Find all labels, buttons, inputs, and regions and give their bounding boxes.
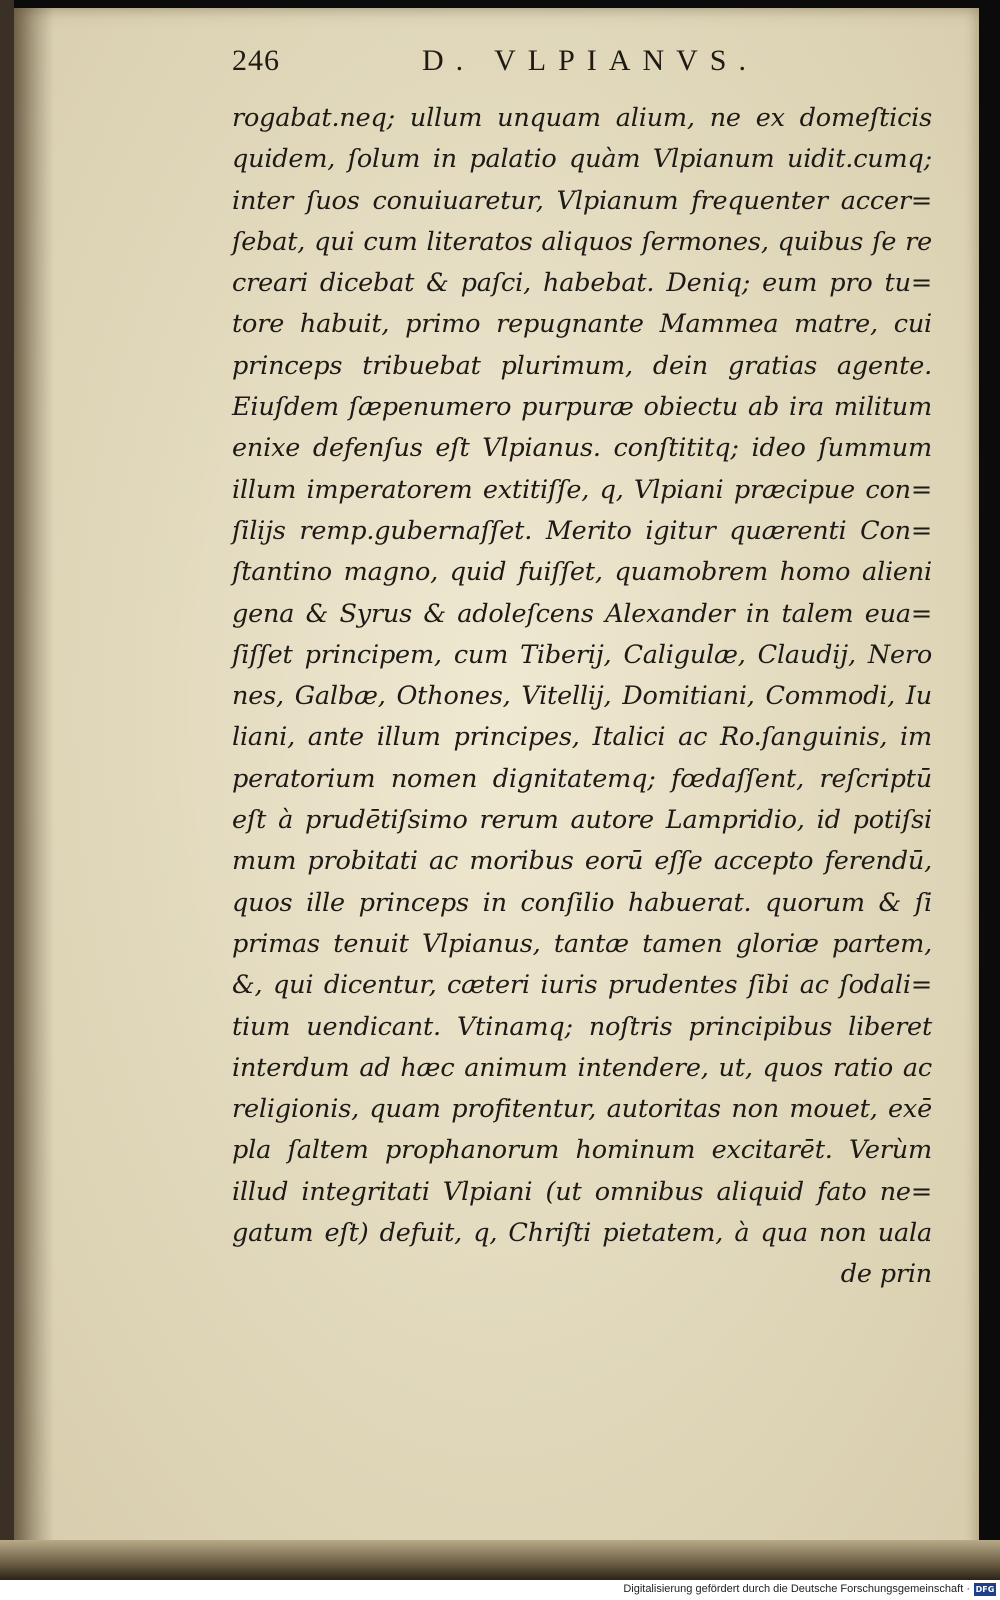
text-line: Eiuſdem ſæpenumero purpuræ obiectu ab ira militum [232,392,932,423]
funding-credit: Digitalisierung gefördert durch die Deutsche Forschungsgemeinschaft · [623,1583,970,1595]
text-line: tore habuit, primo repugnante Mammea matre, cui [232,309,932,340]
page-header [232,44,792,88]
text-line: tium uendicant. Vtinamq; noſtris principibus liberet [232,1011,932,1042]
text-line: rogabat.neq; ullum unquam alium, ne ex domeſticis [232,103,932,133]
text-line: enixe defenſus eſt Vlpianus. conſtititq; ideo ſummum [232,433,932,464]
text-line: nes, Galbæ, Othones, Vitellij, Domitiani, Commodi, Iu [232,681,932,712]
text-line: creari dicebat & paſci, habebat. Deniq; eum pro tu= [232,268,932,299]
text-line: illud integritati Vlpiani (ut omnibus aliquid fato ne= [232,1176,932,1207]
text-line: quos ille princeps in conſilio habuerat. quorum & ſi [232,887,932,918]
body-text [232,98,932,1296]
digitization-footer [0,1580,1000,1600]
running-title: D. VLPIANVS. [422,44,758,77]
page-bottom-edge [0,1540,1000,1580]
text-line: ſebat, qui cum literatos aliquos ſermones, quibus ſe re [232,226,932,257]
text-line: religionis, quam profitentur, autoritas non mouet, exē [232,1094,932,1125]
gutter-shadow [14,8,54,1566]
text-line: de prin [840,1259,932,1290]
text-line: pla ſaltem prophanorum hominum excitarēt. Verùm [232,1135,932,1166]
text-line: liani, ante illum principes, Italici ac Ro.ſanguinis, im [232,722,932,753]
page-number: 246 [232,44,280,77]
text-line: gena & Syrus & adoleſcens Alexander in talem eua= [232,598,932,629]
dfg-logo: DFG [975,1585,995,1594]
text-line: ſtantino magno, quid fuiſſet, quamobrem homo alieni [232,557,932,588]
text-line: ſiſſet principem, cum Tiberij, Caligulæ, Claudij, Nero [232,639,932,670]
text-line: mum probitati ac moribus eorū eſſe accepto ferendū, [232,846,932,877]
text-line: gatum eſt) defuit, q, Chriſti pietatem, à qua non uala [232,1218,932,1249]
text-line: interdum ad hæc animum intendere, ut, quos ratio ac [232,1052,932,1083]
text-line: eſt à prudētiſsimo rerum autore Lampridio, id potiſsi [232,805,932,836]
book-edge [0,0,14,1600]
text-line: ſilijs remp.gubernaſſet. Merito igitur quærenti Con= [232,515,932,546]
text-line: quidem, ſolum in palatio quàm Vlpianum uidit.cumq; [232,144,932,175]
text-line: &, qui dicentur, cæteri iuris prudentes ſibi ac ſodali= [232,970,932,1001]
text-line: princeps tribuebat plurimum, dein gratias agente. [232,350,932,381]
text-line: peratorium nomen dignitatemq; fœdaſſent, reſcriptū [232,763,932,794]
text-line: primas tenuit Vlpianus, tantæ tamen gloriæ partem, [232,928,932,959]
text-line: inter ſuos conuiuaretur, Vlpianum frequenter accer= [232,185,932,216]
text-line: illum imperatorem extitiſſe, q, Vlpiani præcipue con= [232,474,932,505]
